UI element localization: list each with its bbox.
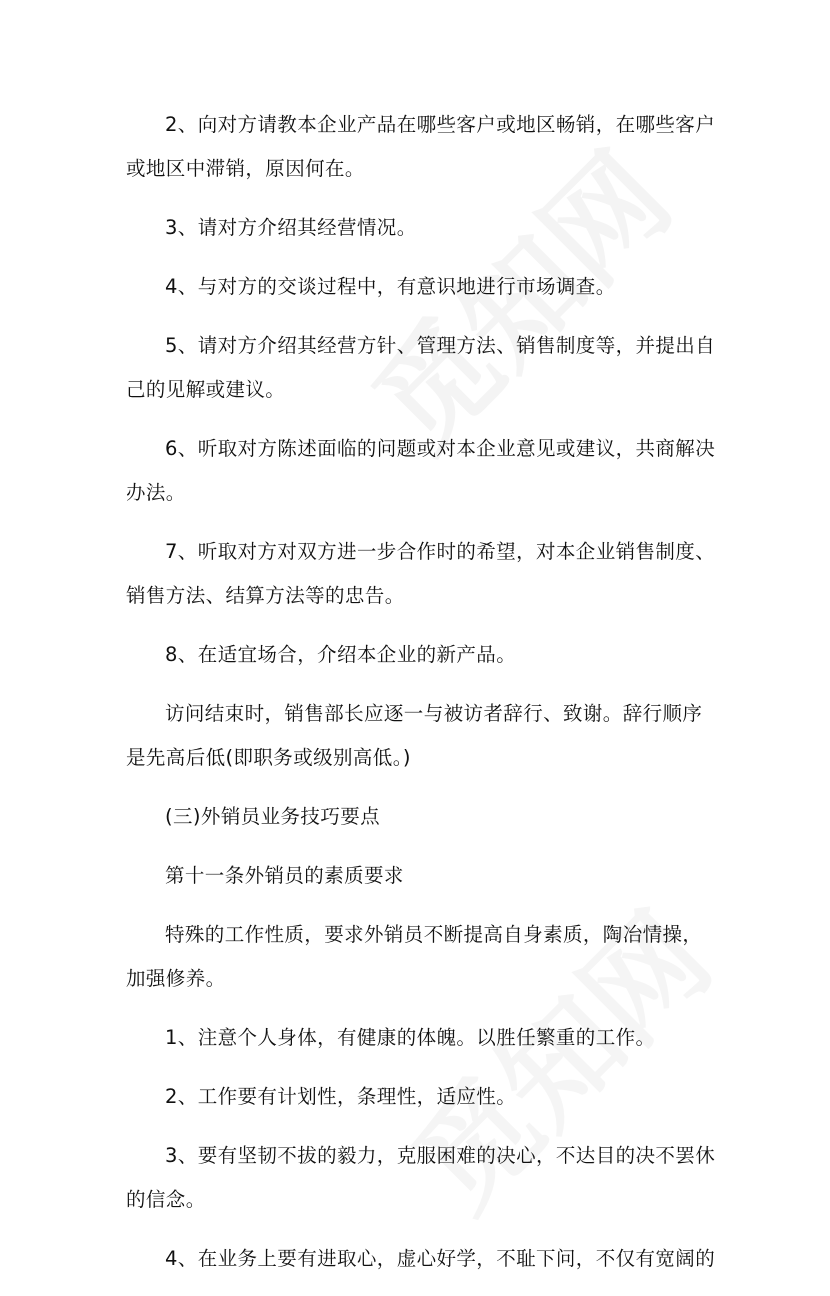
paragraph: 7、听取对方对双方进一步合作时的希望，对本企业销售制度、销售方法、结算方法等的忠告。 xyxy=(126,540,716,607)
paragraph: 2、向对方请教本企业产品在哪些客户或地区畅销，在哪些客户或地区中滞销，原因何在。 xyxy=(126,113,716,180)
paragraph: 4、与对方的交谈过程中，有意识地进行市场调查。 xyxy=(165,275,616,298)
paragraph: 3、要有坚韧不拔的毅力，克服困难的决心，不达目的决不罢休的信念。 xyxy=(126,1144,716,1211)
section-heading: (三)外销员业务技巧要点 xyxy=(165,805,381,828)
paragraph: 访问结束时，销售部长应逐一与被访者辞行、致谢。辞行顺序是先高后低(即职务或级别高低。) xyxy=(126,702,703,769)
paragraph: 2、工作要有计划性，条理性，适应性。 xyxy=(165,1085,517,1108)
document-body xyxy=(126,103,716,1296)
paragraph: 1、注意个人身体，有健康的体魄。以胜任繁重的工作。 xyxy=(165,1026,656,1049)
paragraph: 3、请对方介绍其经营情况。 xyxy=(165,216,417,239)
paragraph: 6、听取对方陈述面临的问题或对本企业意见或建议，共商解决办法。 xyxy=(126,437,716,504)
paragraph: 8、在适宜场合，介绍本企业的新产品。 xyxy=(165,643,517,666)
paragraph: 5、请对方介绍其经营方针、管理方法、销售制度等，并提出自己的见解或建议。 xyxy=(126,334,716,401)
article-heading: 第十一条外销员的素质要求 xyxy=(165,864,404,887)
paragraph: 4、在业务上要有进取心，虚心好学，不耻下问，不仅有宽阔的 xyxy=(165,1247,716,1270)
paragraph: 特殊的工作性质，要求外销员不断提高自身素质，陶冶情操，加强修养。 xyxy=(126,923,703,990)
